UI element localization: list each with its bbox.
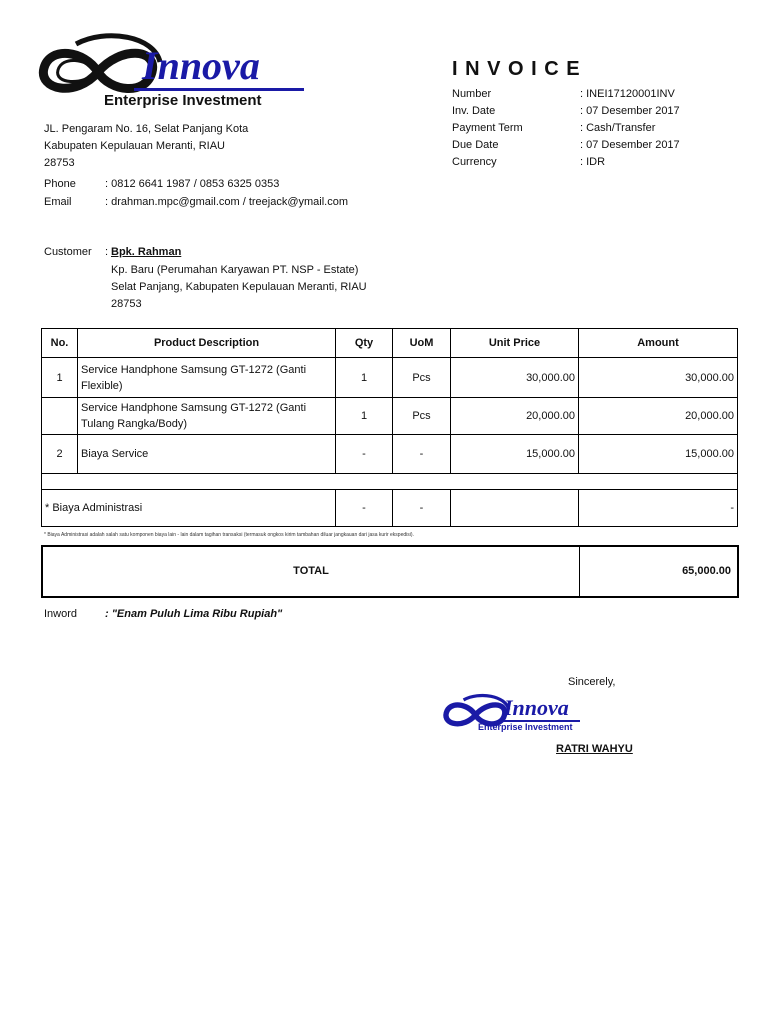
spacer-cell	[42, 474, 738, 490]
cell-uom: -	[393, 490, 451, 527]
cell-description: Service Handphone Samsung GT-1272 (Ganti Flexible)	[78, 358, 336, 398]
invoice-field-value: : 07 Desember 2017	[580, 105, 680, 117]
column-header: Unit Price	[451, 329, 579, 358]
table-header-row	[42, 329, 738, 358]
admin-fee-note: * Biaya Administrasi adalah salah satu komponen biaya lain - lain dalam tagihan transaksi (termasuk ongkos kirim tambahan diluar jangkauan dari jasa kurir ekspedisi).	[44, 532, 414, 538]
customer-address-line: 28753	[111, 298, 142, 310]
customer-address-line: Selat Panjang, Kabupaten Kepulauan Meranti, RIAU	[111, 281, 367, 293]
invoice-field-label: Payment Term	[452, 122, 523, 134]
cell-amount: -	[579, 490, 738, 527]
email-label: Email	[44, 196, 72, 208]
total-box	[41, 545, 739, 598]
cell-no: 1	[42, 358, 78, 398]
cell-amount: 20,000.00	[579, 398, 738, 435]
items-table	[41, 328, 738, 527]
signature-company-tagline: Enterprise Investment	[478, 722, 573, 732]
cell-description: * Biaya Administrasi	[42, 490, 336, 527]
column-header: No.	[42, 329, 78, 358]
cell-uom: -	[393, 435, 451, 474]
cell-uom: Pcs	[393, 398, 451, 435]
column-header: Product Description	[78, 329, 336, 358]
table-row	[42, 435, 738, 474]
invoice-field-value: : Cash/Transfer	[580, 122, 656, 134]
customer-name: Bpk. Rahman	[111, 246, 182, 258]
cell-no	[42, 398, 78, 435]
logo-underline	[134, 88, 304, 91]
company-logo	[36, 30, 316, 116]
company-address	[44, 121, 248, 172]
table-row	[42, 398, 738, 435]
cell-unit-price: 30,000.00	[451, 358, 579, 398]
table-row-admin	[42, 490, 738, 527]
cell-qty: -	[336, 490, 393, 527]
cell-uom: Pcs	[393, 358, 451, 398]
cell-qty: -	[336, 435, 393, 474]
invoice-field-label: Inv. Date	[452, 105, 496, 117]
address-line: Kabupaten Kepulauan Meranti, RIAU	[44, 140, 226, 152]
address-line: 28753	[44, 157, 75, 169]
address-line: JL. Pengaram No. 16, Selat Panjang Kota	[44, 123, 249, 135]
cell-amount: 15,000.00	[579, 435, 738, 474]
invoice-field-value: : 07 Desember 2017	[580, 139, 680, 151]
cell-qty: 1	[336, 398, 393, 435]
email-value: : drahman.mpc@gmail.com / treejack@ymail.com	[105, 196, 349, 208]
table-row	[42, 358, 738, 398]
inword-label: Inword	[44, 608, 78, 620]
cell-unit-price	[451, 490, 579, 527]
cell-no: 2	[42, 435, 78, 474]
total-value: 65,000.00	[682, 565, 731, 577]
invoice-field-label: Currency	[452, 156, 497, 168]
column-header: UoM	[393, 329, 451, 358]
column-header: Amount	[579, 329, 738, 358]
company-name: Innova	[142, 43, 260, 88]
invoice-field-value: : IDR	[580, 156, 606, 168]
cell-description: Biaya Service	[78, 435, 336, 474]
phone-label: Phone	[44, 178, 76, 190]
signature-logo	[442, 690, 592, 738]
column-header: Qty	[336, 329, 393, 358]
customer-colon: :	[105, 246, 109, 258]
signature-company-name: Innova	[504, 695, 569, 720]
invoice-field-label: Number	[452, 88, 492, 100]
total-label: TOTAL	[43, 547, 580, 596]
phone-value: : 0812 6641 1987 / 0853 6325 0353	[105, 178, 280, 190]
cell-unit-price: 20,000.00	[451, 398, 579, 435]
table-spacer-row	[42, 474, 738, 490]
cell-qty: 1	[336, 358, 393, 398]
customer-address	[111, 262, 367, 313]
invoice-field-label: Due Date	[452, 139, 499, 151]
invoice-field-value: : INEI17120001INV	[580, 88, 675, 100]
invoice-title: I N V O I C E	[452, 58, 581, 80]
customer-label: Customer	[44, 246, 92, 258]
company-tagline: Enterprise Investment	[104, 92, 262, 109]
cell-unit-price: 15,000.00	[451, 435, 579, 474]
customer-address-line: Kp. Baru (Perumahan Karyawan PT. NSP - Estate)	[111, 264, 359, 276]
cell-description: Service Handphone Samsung GT-1272 (Ganti Tulang Rangka/Body)	[78, 398, 336, 435]
inword-value: : "Enam Puluh Lima Ribu Rupiah"	[105, 608, 283, 620]
signatory-name: RATRI WAHYU	[556, 743, 633, 755]
closing-text: Sincerely,	[568, 676, 616, 688]
cell-amount: 30,000.00	[579, 358, 738, 398]
